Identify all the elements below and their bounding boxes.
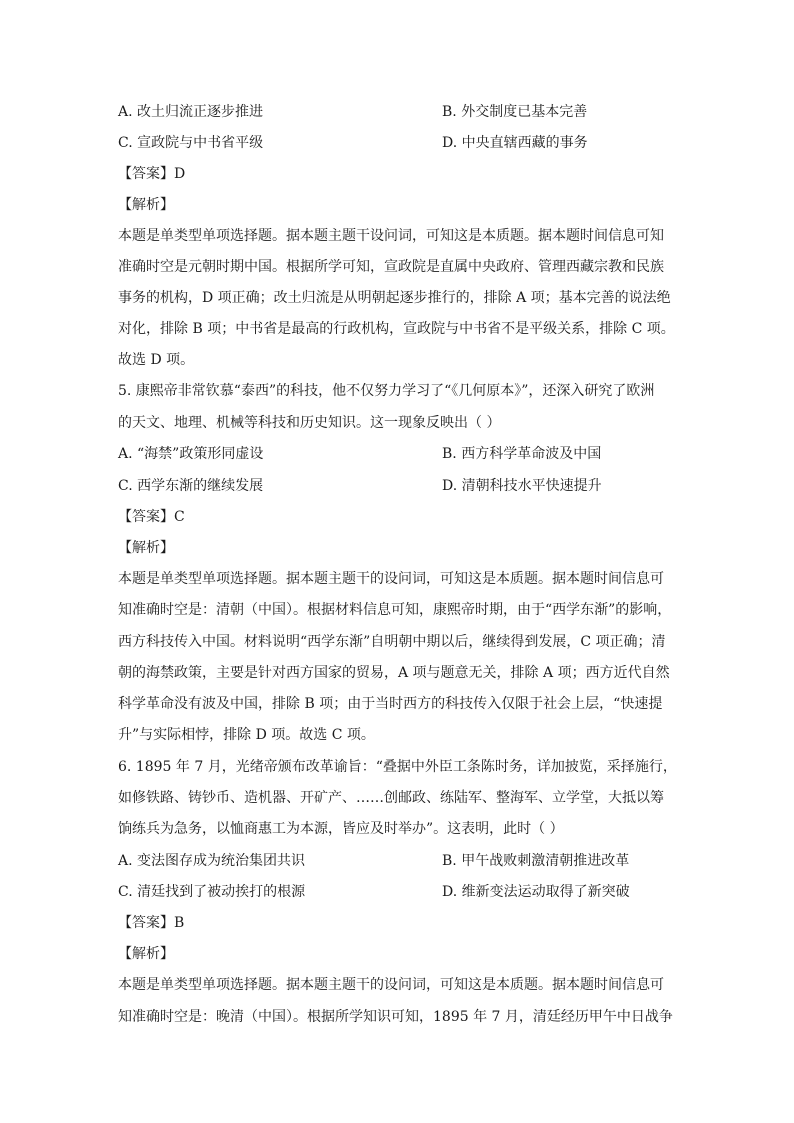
q6-stem-line: 如修铁路、铸钞币、造机器、开矿产、……创邮政、练陆军、整海军、立学堂，大抵以筹 bbox=[118, 790, 664, 806]
q5-analysis-line: 本题是单类型单项选择题。据本题主题干的设问词，可知这是本质题。据本题时间信息可 bbox=[118, 571, 664, 587]
q4-analysis-label: 【解析】 bbox=[118, 197, 174, 213]
q4-analysis-line: 准确时空是元朝时期中国。根据所学可知，宣政院是直属中央政府、管理西藏宗教和民族 bbox=[118, 259, 664, 275]
q4-analysis-line: 故选 D 项。 bbox=[118, 352, 195, 368]
q5-option-d: D. 清朝科技水平快速提升 bbox=[442, 478, 602, 494]
q4-option-a: A. 改土归流正逐步推进 bbox=[118, 104, 264, 120]
q4-option-c: C. 宣政院与中书省平级 bbox=[118, 135, 264, 151]
q5-analysis-line: 升”与实际相悖，排除 D 项。故选 C 项。 bbox=[118, 727, 375, 743]
q5-stem-line: 的天文、地理、机械等科技和历史知识。这一现象反映出（ ） bbox=[118, 415, 501, 431]
q6-stem-line: 6. 1895 年 7 月，光绪帝颁布改革谕旨：“叠据中外臣工条陈时务，详加披览，采择施行， bbox=[118, 759, 677, 775]
q4-analysis-line: 本题是单类型单项选择题。据本题主题干设问词，可知这是本质题。据本题时间信息可知 bbox=[118, 228, 664, 244]
q5-option-a: A. “海禁”政策形同虚设 bbox=[118, 446, 264, 462]
q5-answer: 【答案】C bbox=[118, 509, 185, 525]
q5-analysis-line: 西方科技传入中国。材料说明“西学东渐”自明朝中期以后，继续得到发展，C 项正确；清 bbox=[118, 634, 666, 650]
q6-answer: 【答案】B bbox=[118, 915, 185, 931]
q5-analysis-line: 科学革命没有波及中国，排除 B 项；由于当时西方的科技传入仅限于社会上层，“快速提 bbox=[118, 696, 663, 712]
q5-option-b: B. 西方科学革命波及中国 bbox=[442, 446, 602, 462]
q4-option-b: B. 外交制度已基本完善 bbox=[442, 104, 588, 120]
q6-option-a: A. 变法图存成为统治集团共识 bbox=[118, 853, 306, 869]
q5-analysis-line: 知准确时空是：清朝（中国）。根据材料信息可知，康熙帝时期，由于“西学东渐”的影响， bbox=[118, 602, 672, 618]
q5-stem-line: 5. 康熙帝非常钦慕“泰西”的科技，他不仅努力学习了“《几何原本》”，还深入研究了欧洲 bbox=[118, 383, 655, 399]
q6-analysis-line: 知准确时空是：晚清（中国）。根据所学知识可知，1895 年 7 月，清廷经历甲午中日战争 bbox=[118, 1009, 673, 1025]
q4-analysis-line: 对化，排除 B 项；中书省是最高的行政机构，宣政院与中书省不是平级关系，排除 C 项。 bbox=[118, 321, 675, 337]
q6-option-c: C. 清廷找到了被动挨打的根源 bbox=[118, 884, 306, 900]
q4-option-d: D. 中央直辖西藏的事务 bbox=[442, 135, 588, 151]
q6-option-b: B. 甲午战败刺激清朝推进改革 bbox=[442, 853, 630, 869]
q6-option-d: D. 维新变法运动取得了新突破 bbox=[442, 884, 630, 900]
q5-analysis-line: 朝的海禁政策，主要是针对西方国家的贸易，A 项与题意无关，排除 A 项；西方近代自然 bbox=[118, 665, 670, 681]
q5-option-c: C. 西学东渐的继续发展 bbox=[118, 478, 264, 494]
q4-answer: 【答案】D bbox=[118, 166, 186, 182]
q6-analysis-line: 本题是单类型单项选择题。据本题主题干的设问词，可知这是本质题。据本题时间信息可 bbox=[118, 977, 664, 993]
q6-analysis-label: 【解析】 bbox=[118, 946, 174, 962]
q4-analysis-line: 事务的机构，D 项正确；改土归流是从明朝起逐步推行的，排除 A 项；基本完善的说法绝 bbox=[118, 290, 671, 306]
q5-analysis-label: 【解析】 bbox=[118, 540, 174, 556]
q6-stem-line: 饷练兵为急务，以恤商惠工为本源，皆应及时举办”。这表明，此时（ ） bbox=[118, 821, 564, 837]
